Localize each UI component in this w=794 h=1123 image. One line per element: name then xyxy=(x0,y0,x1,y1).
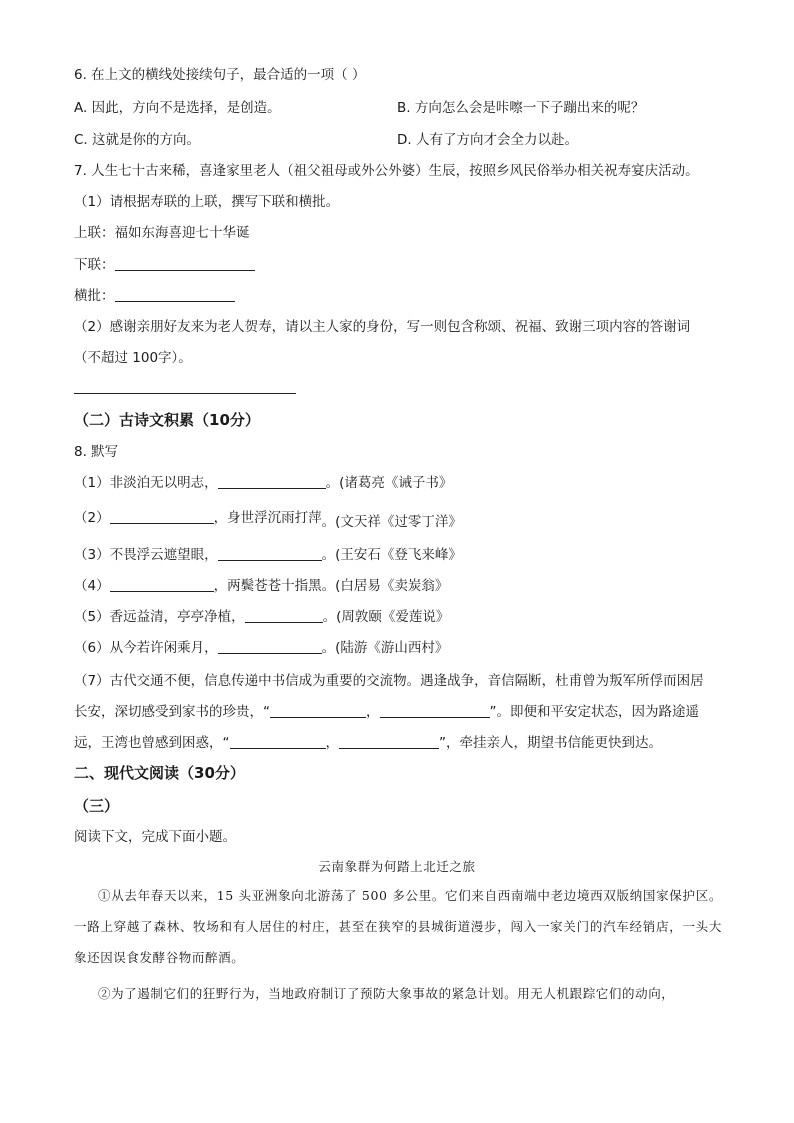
q8-7-text-b: ”。即便和平安定状态，因为路途遥 xyxy=(489,704,699,720)
q8-6-source: 。(陆游《游山西村》 xyxy=(321,640,449,656)
answer-rule[interactable] xyxy=(74,393,296,394)
q6-option-a[interactable]: A. 因此，方向不是选择，是创造。 xyxy=(74,100,281,116)
q8-1-text: （1）非淡泊无以明志， xyxy=(74,475,218,491)
q8-2-prefix: （2） xyxy=(74,510,110,526)
q8-7-blank-3[interactable] xyxy=(230,734,326,749)
q8-item-5 xyxy=(74,608,449,626)
q8-5-blank[interactable] xyxy=(245,608,323,623)
q8-3-text: （3）不畏浮云遮望眼， xyxy=(74,547,218,563)
q8-2-source: 。(文天祥《过零丁洋》 xyxy=(321,514,462,530)
article-title: 云南象群为何踏上北迁之旅 xyxy=(318,859,476,874)
article-paragraph-2: ②为了遏制它们的狂野行为，当地政府制订了预防大象事故的紧急计划。用无人机跟踪它们的动向， xyxy=(98,986,675,1001)
part2-subsection: （三） xyxy=(74,797,120,815)
q7-lower-blank[interactable] xyxy=(115,256,255,271)
q8-item-1 xyxy=(74,474,452,492)
q8-item-2 xyxy=(74,509,462,530)
q7-banner-blank[interactable] xyxy=(115,287,235,302)
q8-item-7-line3 xyxy=(74,734,662,752)
q7-banner-label: 横批： xyxy=(74,288,115,304)
q6-stem: 6. 在上文的横线处接续句子，最合适的一项（ ） xyxy=(74,67,366,83)
q7-lower-couplet-row xyxy=(74,256,255,274)
q8-4-text: ，两鬓苍苍十指黑。(白居易《卖炭翁》 xyxy=(213,578,449,594)
q8-7-text-a: 长安，深切感受到家书的珍贵，“ xyxy=(74,704,270,720)
q7-part2-line2: （不超过 100字）。 xyxy=(74,350,192,366)
q8-item-7-line2 xyxy=(74,703,699,721)
q8-4-blank[interactable] xyxy=(110,577,214,592)
q8-3-blank[interactable] xyxy=(218,546,322,561)
q8-item-4 xyxy=(74,577,448,595)
q8-item-7-line1: （7）古代交通不便，信息传递中书信成为重要的交流物。遇逢战争，音信隔断，杜甫曾为叛军所俘而困居 xyxy=(74,673,704,689)
q8-item-3 xyxy=(74,546,462,564)
q8-4-prefix: （4） xyxy=(74,578,110,594)
q8-1-source: 。(诸葛亮《诫子书》 xyxy=(325,475,453,491)
q6-option-d[interactable]: D. 人有了方向才会全力以赴。 xyxy=(397,132,578,148)
q6-option-c[interactable]: C. 这就是你的方向。 xyxy=(74,132,201,148)
q8-2-blank[interactable] xyxy=(110,509,214,524)
q8-5-text: （5）香远益清，亭亭净植， xyxy=(74,609,245,625)
q8-6-blank[interactable] xyxy=(218,639,322,654)
q8-7-comma-1: ， xyxy=(366,704,380,720)
q7-lower-label: 下联： xyxy=(74,257,115,273)
q8-stem: 8. 默写 xyxy=(74,444,119,460)
q8-7-comma-2: ， xyxy=(325,735,339,751)
q8-7-text-d: ”，牵挂亲人，期望书信能更快到达。 xyxy=(439,735,662,751)
q7-stem: 7. 人生七十古来稀，喜逢家里老人（祖父祖母或外公外婆）生辰，按照乡风民俗举办相关祝寿宴庆活动。 xyxy=(74,163,699,179)
q8-7-blank-1[interactable] xyxy=(270,703,366,718)
q8-7-blank-4[interactable] xyxy=(339,734,439,749)
reading-instruction: 阅读下文，完成下面小题。 xyxy=(74,829,236,845)
q7-upper-couplet: 上联：福如东海喜迎七十华诞 xyxy=(74,225,250,241)
section-poetry-title: （二）古诗文积累（10分） xyxy=(74,411,260,429)
q8-2-text: ，身世浮沉雨打萍 xyxy=(213,510,322,526)
q8-3-source: 。(王安石《登飞来峰》 xyxy=(321,547,462,563)
q8-5-source: 。(周敦颐《爱莲说》 xyxy=(322,609,450,625)
q6-option-b[interactable]: B. 方向怎么会是咔嚓一下子蹦出来的呢？ xyxy=(397,100,645,116)
q8-7-text-c: 远，王湾也曾感到困惑，“ xyxy=(74,735,230,751)
q8-item-6 xyxy=(74,639,448,657)
q7-part1: （1）请根据寿联的上联，撰写下联和横批。 xyxy=(74,194,340,210)
q8-7-blank-2[interactable] xyxy=(380,703,490,718)
q7-part2-line1: （2）感谢亲朋好友来为老人贺寿，请以主人家的身份，写一则包含称颂、祝福、致谢三项内容的答谢词 xyxy=(74,319,691,335)
part2-title: 二、现代文阅读（30分） xyxy=(74,764,245,782)
q7-banner-row xyxy=(74,287,235,305)
article-paragraph-1: ①从去年春天以来，15 头亚洲象向北游荡了 500 多公里。它们来自西南端中老边境西双版纳国家保护区。一路上穿越了森林、牧场和有人居住的村庄，甚至在狭窄的县城街道漫步，闯入一家关门的汽车经销店，一头大象还因误食发酵谷物而醉酒。 xyxy=(74,888,722,965)
q8-6-text: （6）从今若许闲乘月， xyxy=(74,640,218,656)
q8-1-blank[interactable] xyxy=(218,474,326,489)
